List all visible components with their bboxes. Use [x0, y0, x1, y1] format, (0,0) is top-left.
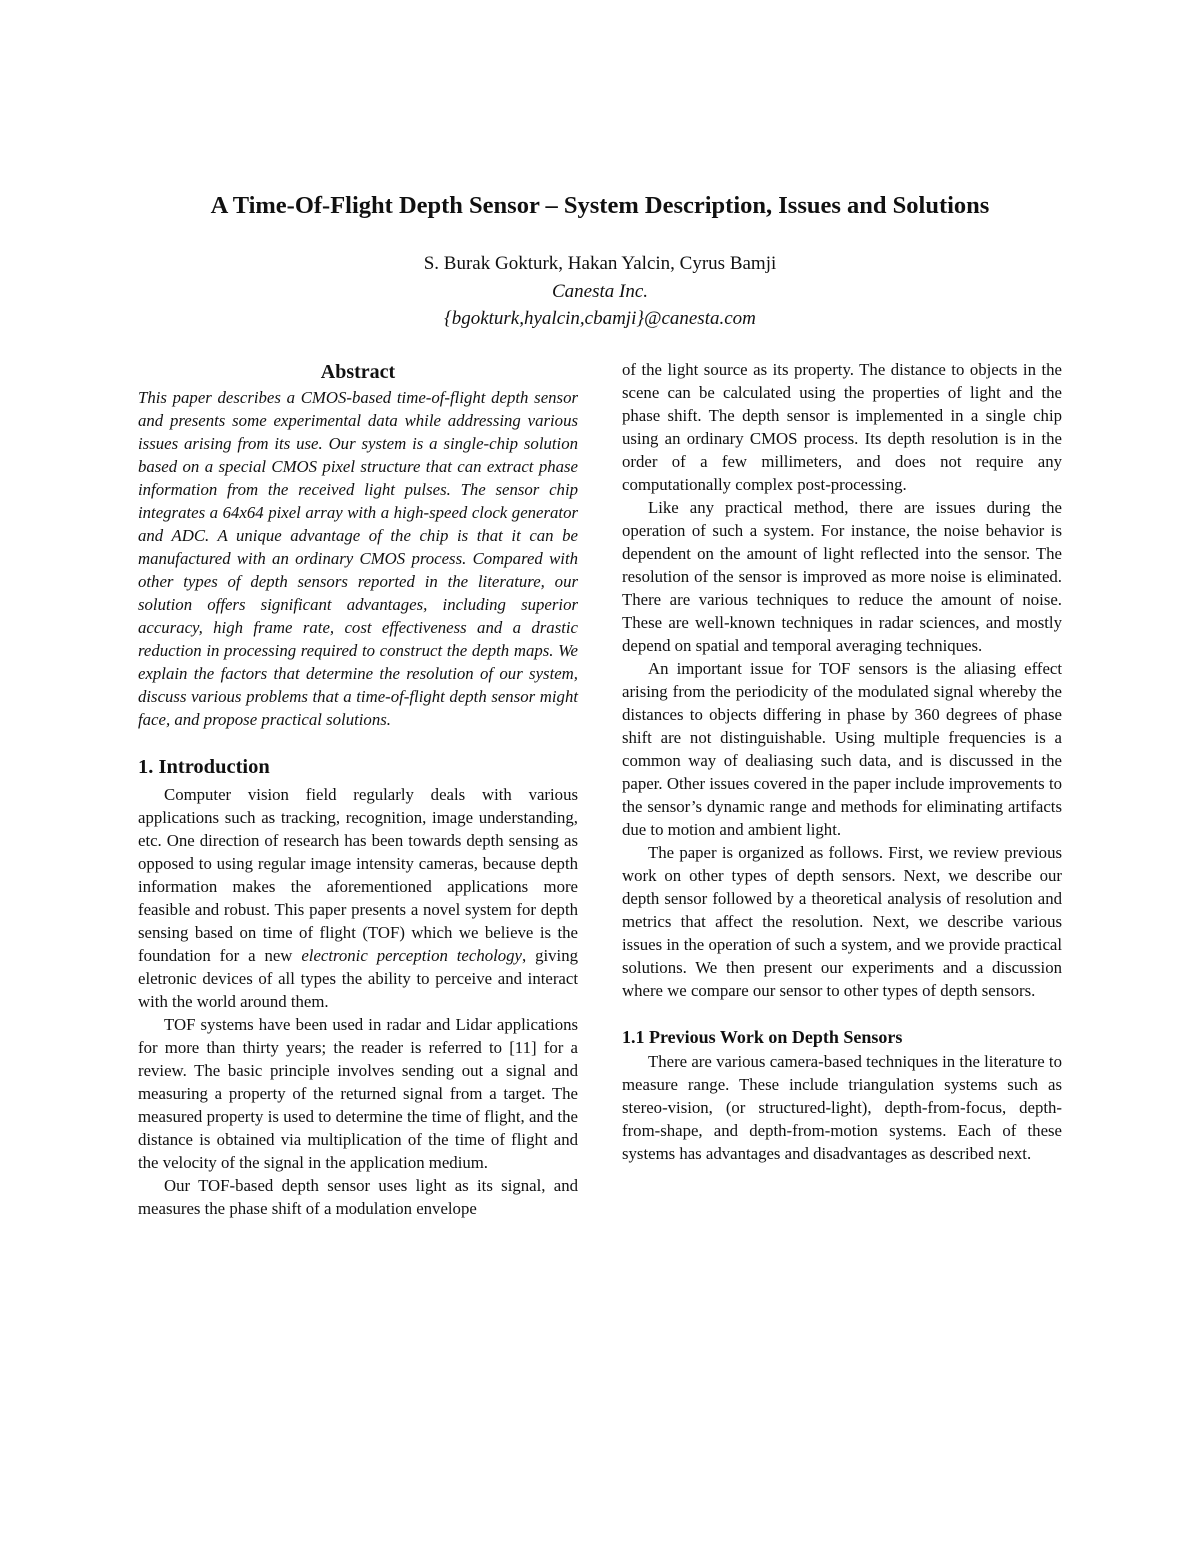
paper-authors: S. Burak Gokturk, Hakan Yalcin, Cyrus Bamji [423, 253, 777, 274]
intro-p1-part-a: Computer vision field regularly deals with various applications such as tracking, recognition, image understanding, etc. One direction of research has been towards depth sensing as opposed to using regular image intensity cameras, because depth information makes the aforementioned applications more feasible and robust. This paper presents a novel system for depth sensing based on time of flight (TOF) which we believe is the foundation for a new [138, 785, 578, 965]
paper-title: A Time-Of-Flight Depth Sensor – System Description, Issues and Solutions [210, 192, 990, 219]
intro-paragraph-3-continued: of the light source as its property. The distance to objects in the scene can be calculated using the properties of light and the phase shift. The depth sensor is implemented in a single chip using an ordinary CMOS process. Its depth resolution is in the order of a few millimeters, and does not require any computationally complex post-processing. [622, 360, 1062, 494]
intro-paragraph-3-start: Our TOF-based depth sensor uses light as its signal, and measures the phase shift of a modulation envelope [138, 1176, 578, 1218]
intro-paragraph-6: The paper is organized as follows. First, we review previous work on other types of depth sensors. Next, we describe our depth sensor followed by a theoretical analysis of resolution and metrics that affect the resolution. Next, we describe various issues in the operation of such a system, and we provide practical solutions. We then present our experiments and a discussion where we compare our sensor to other types of depth sensors. [622, 843, 1062, 1000]
left-column [138, 358, 578, 1220]
abstract-heading: Abstract [320, 361, 396, 383]
introduction-heading: 1. Introduction [138, 756, 270, 778]
intro-p1-emphasis: electronic perception techology [301, 946, 522, 965]
intro-paragraph-1 [138, 783, 578, 1013]
intro-paragraph-2: TOF systems have been used in radar and Lidar applications for more than thirty years; the reader is referred to [11] for a review. The basic principle involves sending out a signal and measuring a property of the returned signal from a target. The measured property is used to determine the time of flight, and the distance is obtained via multiplication of the time of flight and the velocity of the signal in the application medium. [138, 1015, 578, 1172]
paper-affiliation: Canesta Inc. [551, 281, 649, 302]
previous-work-heading: 1.1 Previous Work on Depth Sensors [622, 1027, 903, 1047]
intro-paragraph-5: An important issue for TOF sensors is the aliasing effect arising from the periodicity of the modulated signal whereby the distances to objects differing in phase by 360 degrees of phase shift are not distinguishable. Using multiple frequencies is a common way of dealiasing such data, and is discussed in the paper. Other issues covered in the paper include improvements to the sensor’s dynamic range and methods for eliminating artifacts due to motion and ambient light. [622, 659, 1062, 839]
intro-p1-part-b: , giving eletronic devices of all types the ability to perceive and interact with the world around them. [138, 946, 578, 1011]
previous-work-paragraph-1: There are various camera-based techniques in the literature to measure range. These include triangulation systems such as stereo-vision, (or structured-light), depth-from-focus, depth-from-shape, and depth-from-motion systems. Each of these systems has advantages and disadvantages as described next. [622, 1052, 1062, 1163]
paper-email: {bgokturk,hyalcin,cbamji}@canesta.com [444, 308, 756, 329]
right-column [622, 358, 1062, 1165]
abstract-text: This paper describes a CMOS-based time-of-flight depth sensor and presents some experimental data while addressing various issues arising from its use. Our system is a single-chip solution based on a special CMOS pixel structure that can extract phase information from the received light pulses. The sensor chip integrates a 64x64 pixel array with a high-speed clock generator and ADC. A unique advantage of the chip is that it can be manufactured with an ordinary CMOS process. Compared with other types of depth sensors reported in the literature, our solution offers significant advantages, including superior accuracy, high frame rate, cost effectiveness and a drastic reduction in processing required to construct the depth maps. We explain the factors that determine the resolution of our system, discuss various problems that a time-of-flight depth sensor might face, and propose practical solutions. [138, 388, 578, 729]
intro-paragraph-4: Like any practical method, there are issues during the operation of such a system. For instance, the noise behavior is dependent on the amount of light reflected into the sensor. The resolution of the sensor is improved as more noise is eliminated. There are various techniques to reduce the amount of noise. These are well-known techniques in radar sciences, and mostly depend on spatial and temporal averaging techniques. [622, 498, 1062, 655]
